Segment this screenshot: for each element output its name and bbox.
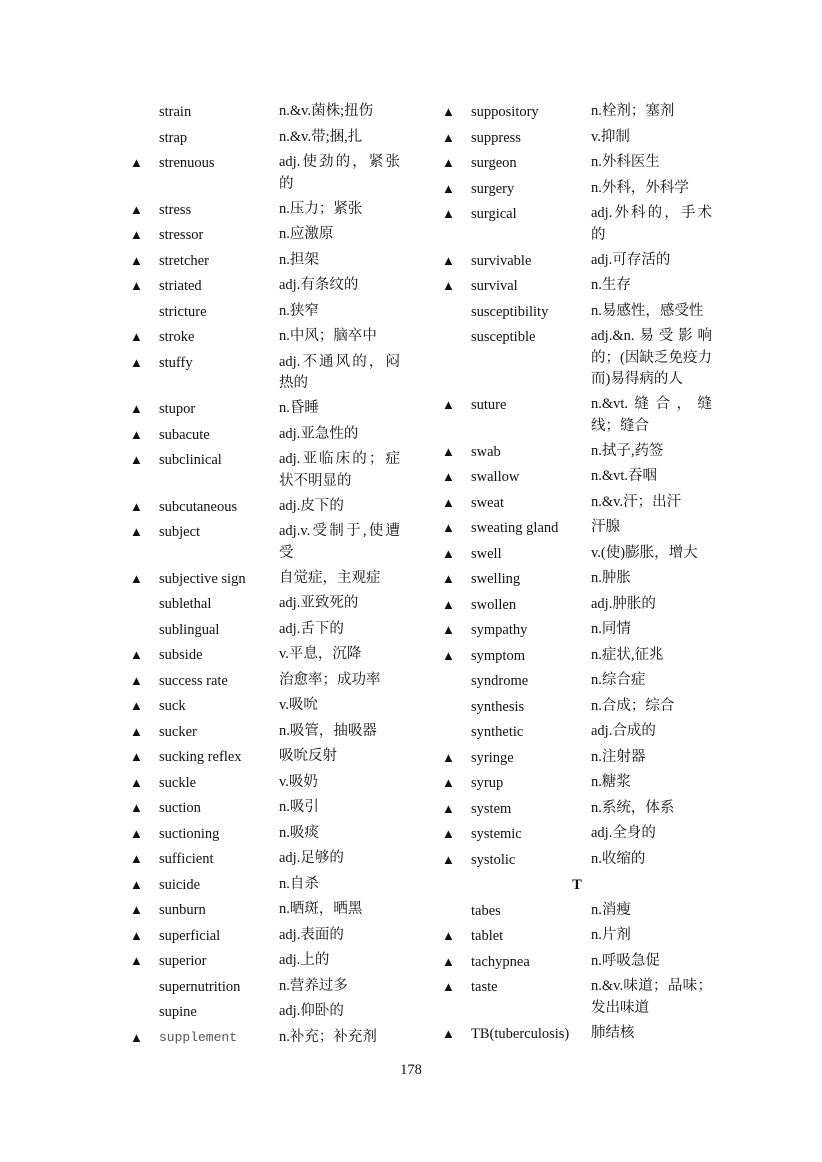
entry-term: stupor <box>159 401 196 417</box>
entry-term: swab <box>471 443 501 460</box>
entry-term: strap <box>159 129 188 146</box>
triangle-marker-icon: ▲ <box>442 622 455 637</box>
triangle-marker-icon: ▲ <box>442 206 455 221</box>
triangle-marker-icon: ▲ <box>130 227 143 242</box>
glossary-entry <box>130 1001 400 1023</box>
entry-term: success rate <box>159 672 228 689</box>
entry-definition: n.补充；补充剂 <box>279 1028 377 1045</box>
triangle-marker-icon: ▲ <box>442 520 455 535</box>
glossary-entry <box>130 449 400 492</box>
entry-definition: n.合成；综合 <box>591 697 675 714</box>
glossary-entry <box>130 670 400 692</box>
entry-term: symptom <box>471 647 525 664</box>
entry-definition: n.生存 <box>591 277 631 293</box>
entry-term: sucker <box>159 723 197 740</box>
glossary-entry <box>442 543 712 565</box>
glossary-entry <box>442 1023 712 1045</box>
triangle-marker-icon: ▲ <box>130 672 143 688</box>
entry-definition: n.呼吸急促 <box>591 952 660 969</box>
triangle-marker-icon: ▲ <box>442 129 455 145</box>
entry-term: suctioning <box>159 825 220 842</box>
triangle-marker-icon: ▲ <box>130 800 143 815</box>
entry-definition: adj.表面的 <box>279 926 344 943</box>
triangle-marker-icon: ▲ <box>130 927 143 943</box>
glossary-entry <box>130 521 400 564</box>
entry-definition: adj.亚致死的 <box>279 595 359 611</box>
triangle-marker-icon: ▲ <box>130 749 143 764</box>
entry-term: stressor <box>159 227 204 243</box>
entry-definition: n.吸痰 <box>279 824 319 841</box>
entry-definition: v.吸奶 <box>279 773 318 790</box>
entry-definition: adj.亚急性的 <box>279 425 359 442</box>
triangle-marker-icon: ▲ <box>442 596 455 612</box>
glossary-entry <box>130 721 400 743</box>
entry-definition: 吸吮反射 <box>279 748 337 764</box>
triangle-marker-icon: ▲ <box>442 104 455 119</box>
triangle-marker-icon: ▲ <box>442 749 455 765</box>
entry-term: sunburn <box>159 902 206 918</box>
entry-term: survival <box>471 278 518 294</box>
glossary-entry <box>130 250 400 272</box>
glossary-entry <box>130 848 400 870</box>
glossary-entry <box>442 301 712 323</box>
glossary-entry <box>130 127 400 149</box>
triangle-marker-icon: ▲ <box>442 278 455 293</box>
entry-term: tabes <box>471 902 501 919</box>
entry-definition: v.吸吮 <box>279 697 318 713</box>
entry-term: swollen <box>471 596 517 613</box>
entry-term: suppress <box>471 129 521 146</box>
entry-definition: n.拭子,药签 <box>591 442 664 459</box>
entry-term: syrup <box>471 775 504 791</box>
glossary-entry <box>130 976 400 998</box>
entry-term: suck <box>159 698 186 714</box>
glossary-entry <box>442 492 712 514</box>
entry-term: sublingual <box>159 621 220 638</box>
triangle-marker-icon: ▲ <box>442 851 455 867</box>
glossary-entry <box>130 899 400 921</box>
triangle-marker-icon: ▲ <box>442 826 455 841</box>
entry-term: subject <box>159 524 201 540</box>
glossary-entry <box>442 517 712 539</box>
triangle-marker-icon: ▲ <box>442 155 455 170</box>
glossary-entry <box>130 496 400 518</box>
entry-term: superior <box>159 953 207 969</box>
triangle-marker-icon: ▲ <box>130 401 143 416</box>
triangle-marker-icon: ▲ <box>130 902 143 917</box>
entry-definition: n.吸引 <box>279 799 319 815</box>
glossary-entry <box>442 772 712 794</box>
entry-definition: 自觉症，主观症 <box>279 569 381 586</box>
entry-term: sublethal <box>159 596 212 612</box>
triangle-marker-icon: ▲ <box>130 155 143 170</box>
entry-term: stroke <box>159 329 195 345</box>
entry-definition: v.平息，沉降 <box>279 646 362 662</box>
entry-definition: n.注射器 <box>591 748 646 765</box>
entry-definition: n.&v.带;捆,扎 <box>279 128 363 145</box>
triangle-marker-icon: ▲ <box>442 979 455 994</box>
entry-definition: 汗腺 <box>591 519 620 535</box>
entry-term: syndrome <box>471 673 529 689</box>
right-column <box>442 101 712 1048</box>
entry-definition: n.肿胀 <box>591 570 631 586</box>
glossary-entry <box>130 797 400 819</box>
entry-definition: adj.亚临床的；症状不明显的 <box>279 451 400 489</box>
glossary-entry <box>442 645 712 667</box>
entry-definition: adj.可存活的 <box>591 251 671 268</box>
entry-term: strenuous <box>159 155 215 171</box>
entry-definition: n.应激原 <box>279 226 334 242</box>
entry-term: suckle <box>159 774 197 791</box>
glossary-entry <box>442 394 712 437</box>
glossary-entry <box>130 568 400 590</box>
entry-definition: v.(使)膨胀，增大 <box>591 544 698 561</box>
entry-definition: n.症状,征兆 <box>591 646 664 663</box>
triangle-marker-icon: ▲ <box>130 498 143 514</box>
triangle-marker-icon: ▲ <box>130 723 143 739</box>
entry-definition: 治愈率；成功率 <box>279 671 381 688</box>
entry-term: suction <box>159 800 201 816</box>
entry-term: striated <box>159 278 202 294</box>
triangle-marker-icon: ▲ <box>442 469 455 484</box>
entry-term: swell <box>471 545 502 562</box>
triangle-marker-icon: ▲ <box>130 329 143 344</box>
entry-definition: v.抑制 <box>591 128 630 145</box>
entry-term: supernutrition <box>159 978 241 995</box>
glossary-entry <box>442 466 712 488</box>
glossary-entry <box>442 823 712 845</box>
entry-definition: n.中风；脑卒中 <box>279 328 377 344</box>
entry-term: subcutaneous <box>159 498 238 515</box>
triangle-marker-icon: ▲ <box>442 571 455 586</box>
glossary-entry <box>130 398 400 420</box>
glossary-entry <box>130 326 400 348</box>
entry-definition: n.&vt.吞咽 <box>591 468 658 484</box>
entry-definition: n.外科医生 <box>591 154 660 170</box>
entry-definition: n.压力；紧张 <box>279 200 363 217</box>
glossary-entry <box>130 199 400 221</box>
entry-term: subjective sign <box>159 570 246 587</box>
entry-term: tablet <box>471 928 504 944</box>
entry-term: system <box>471 800 512 817</box>
entry-term: suicide <box>159 876 201 893</box>
entry-definition: n.晒斑，晒黑 <box>279 901 363 917</box>
left-column <box>130 101 400 1052</box>
glossary-entry <box>442 594 712 616</box>
glossary-entry <box>130 224 400 246</box>
glossary-entry <box>130 101 400 123</box>
glossary-entry <box>130 593 400 615</box>
glossary-entry <box>442 152 712 174</box>
entry-term: systolic <box>471 851 516 868</box>
triangle-marker-icon: ▲ <box>130 201 143 217</box>
triangle-marker-icon: ▲ <box>130 851 143 866</box>
entry-definition: adj.全身的 <box>591 825 656 841</box>
glossary-entry <box>442 127 712 149</box>
entry-term: survivable <box>471 252 532 269</box>
triangle-marker-icon: ▲ <box>442 252 455 268</box>
triangle-marker-icon: ▲ <box>130 524 143 539</box>
entry-definition: n.&v.汗；出汗 <box>591 493 682 510</box>
entry-term: superficial <box>159 927 221 944</box>
triangle-marker-icon: ▲ <box>130 252 143 268</box>
entry-term: synthesis <box>471 698 525 715</box>
triangle-marker-icon: ▲ <box>442 545 455 561</box>
triangle-marker-icon: ▲ <box>130 647 143 662</box>
glossary-entry <box>130 424 400 446</box>
entry-definition: n.昏睡 <box>279 400 319 416</box>
entry-definition: adj.合成的 <box>591 723 656 739</box>
triangle-marker-icon: ▲ <box>442 443 455 459</box>
glossary-entry <box>442 670 712 692</box>
triangle-marker-icon: ▲ <box>130 774 143 790</box>
entry-definition: adj.v.受制于,使遭受 <box>279 523 400 561</box>
glossary-entry <box>442 568 712 590</box>
triangle-marker-icon: ▲ <box>442 928 455 943</box>
glossary-entry <box>130 746 400 768</box>
entry-term: strain <box>159 104 192 120</box>
glossary-entry <box>442 326 712 391</box>
entry-term: susceptible <box>471 329 536 345</box>
entry-definition: adj.&n.易受影响的；(因缺乏免疫力而)易得病的人 <box>591 328 712 387</box>
entry-definition: n.片剂 <box>591 927 631 943</box>
glossary-entry <box>442 101 712 123</box>
triangle-marker-icon: ▲ <box>442 397 455 412</box>
glossary-entry <box>442 925 712 947</box>
section-heading: T <box>572 877 582 893</box>
triangle-marker-icon: ▲ <box>442 1025 455 1041</box>
entry-term: systemic <box>471 826 522 842</box>
entry-definition: n.外科，外科学 <box>591 179 689 196</box>
entry-term: surgeon <box>471 155 517 171</box>
entry-term: suture <box>471 397 507 413</box>
entry-definition: 肺结核 <box>591 1024 635 1041</box>
glossary-entry <box>130 1027 400 1049</box>
entry-definition: adj.皮下的 <box>279 497 344 514</box>
glossary-entry <box>442 250 712 272</box>
triangle-marker-icon: ▲ <box>130 876 143 892</box>
glossary-entry <box>442 849 712 871</box>
entry-definition: adj.上的 <box>279 952 330 968</box>
triangle-marker-icon: ▲ <box>130 698 143 713</box>
entry-definition: n.收缩的 <box>591 850 646 867</box>
entry-definition: n.&v.菌株;扭伤 <box>279 103 374 119</box>
entry-definition: n.栓剂；塞剂 <box>591 103 675 119</box>
entry-term: subside <box>159 647 203 663</box>
glossary-entry <box>442 798 712 820</box>
triangle-marker-icon: ▲ <box>442 180 455 196</box>
triangle-marker-icon: ▲ <box>442 775 455 790</box>
glossary-entry <box>130 275 400 297</box>
entry-definition: adj.仰卧的 <box>279 1003 344 1019</box>
entry-definition: adj.不通风的，闷热的 <box>279 353 400 391</box>
entry-term: sweat <box>471 494 505 511</box>
entry-term: subacute <box>159 426 210 443</box>
entry-term: swallow <box>471 469 520 485</box>
entry-term: tachypnea <box>471 953 530 970</box>
entry-term: TB(tuberculosis) <box>471 1025 570 1042</box>
glossary-entry <box>130 874 400 896</box>
entry-term: supine <box>159 1004 197 1020</box>
entry-term: surgery <box>471 180 515 197</box>
page-number: 178 <box>400 1062 422 1078</box>
triangle-marker-icon: ▲ <box>130 426 143 442</box>
entry-term: surgical <box>471 206 517 222</box>
entry-definition: adj.外科的，手术的 <box>591 205 712 243</box>
entry-term: stuffy <box>159 354 193 371</box>
entry-term: sufficient <box>159 851 214 867</box>
glossary-entry <box>130 619 400 641</box>
entry-definition: n.狭窄 <box>279 302 319 319</box>
entry-term: synthetic <box>471 724 524 740</box>
triangle-marker-icon: ▲ <box>130 825 143 841</box>
entry-definition: adj.足够的 <box>279 850 344 866</box>
entry-definition: n.&vt.缝合，缝线；缝合 <box>591 396 712 434</box>
entry-term: subclinical <box>159 452 222 468</box>
glossary-entry <box>442 178 712 200</box>
triangle-marker-icon: ▲ <box>130 354 143 370</box>
entry-definition: n.糖浆 <box>591 774 631 790</box>
glossary-entry <box>442 441 712 463</box>
entry-term: suppository <box>471 104 539 120</box>
entry-definition: n.担架 <box>279 251 319 268</box>
entry-definition: adj.有条纹的 <box>279 277 359 293</box>
entry-definition: n.消瘦 <box>591 901 631 918</box>
glossary-entry <box>442 900 712 922</box>
entry-term: taste <box>471 979 498 995</box>
entry-definition: adj.使劲的，紧张的 <box>279 154 400 192</box>
glossary-entry <box>130 950 400 972</box>
glossary-entry <box>130 301 400 323</box>
triangle-marker-icon: ▲ <box>130 278 143 293</box>
triangle-marker-icon: ▲ <box>442 494 455 510</box>
triangle-marker-icon: ▲ <box>130 570 143 586</box>
triangle-marker-icon: ▲ <box>442 953 455 969</box>
entry-definition: adj.肿胀的 <box>591 595 656 612</box>
triangle-marker-icon: ▲ <box>130 953 143 968</box>
glossary-entry <box>130 644 400 666</box>
glossary-entry <box>442 275 712 297</box>
glossary-entry <box>130 925 400 947</box>
triangle-marker-icon: ▲ <box>130 1029 143 1045</box>
entry-definition: n.综合症 <box>591 672 646 688</box>
entry-term: supplement <box>159 1029 238 1045</box>
glossary-entry <box>442 203 712 246</box>
entry-definition: n.系统，体系 <box>591 799 675 816</box>
entry-definition: n.易感性，感受性 <box>591 302 704 319</box>
entry-definition: n.自杀 <box>279 875 319 892</box>
entry-term: sympathy <box>471 622 528 638</box>
entry-term: sucking reflex <box>159 749 242 765</box>
entry-term: stress <box>159 201 192 218</box>
entry-term: stretcher <box>159 252 209 269</box>
entry-definition: n.吸管，抽吸器 <box>279 722 377 739</box>
glossary-entry <box>130 352 400 395</box>
entry-term: susceptibility <box>471 303 549 320</box>
glossary-entry <box>442 951 712 973</box>
entry-definition: n.&v.味道；品味；发出味道 <box>591 978 712 1016</box>
entry-term: syringe <box>471 749 514 766</box>
glossary-entry <box>130 823 400 845</box>
entry-definition: n.营养过多 <box>279 977 348 994</box>
glossary-entry <box>442 976 712 1019</box>
entry-term: swelling <box>471 571 521 587</box>
triangle-marker-icon: ▲ <box>442 800 455 816</box>
entry-definition: adj.舌下的 <box>279 620 344 637</box>
glossary-entry <box>442 747 712 769</box>
glossary-entry <box>442 696 712 718</box>
glossary-entry <box>130 152 400 195</box>
glossary-entry <box>130 772 400 794</box>
triangle-marker-icon: ▲ <box>130 452 143 467</box>
entry-term: stricture <box>159 303 207 320</box>
glossary-entry <box>130 695 400 717</box>
glossary-entry <box>442 721 712 743</box>
entry-term: sweating gland <box>471 520 559 536</box>
glossary-entry <box>442 619 712 641</box>
triangle-marker-icon: ▲ <box>442 647 455 663</box>
entry-definition: n.同情 <box>591 621 631 637</box>
